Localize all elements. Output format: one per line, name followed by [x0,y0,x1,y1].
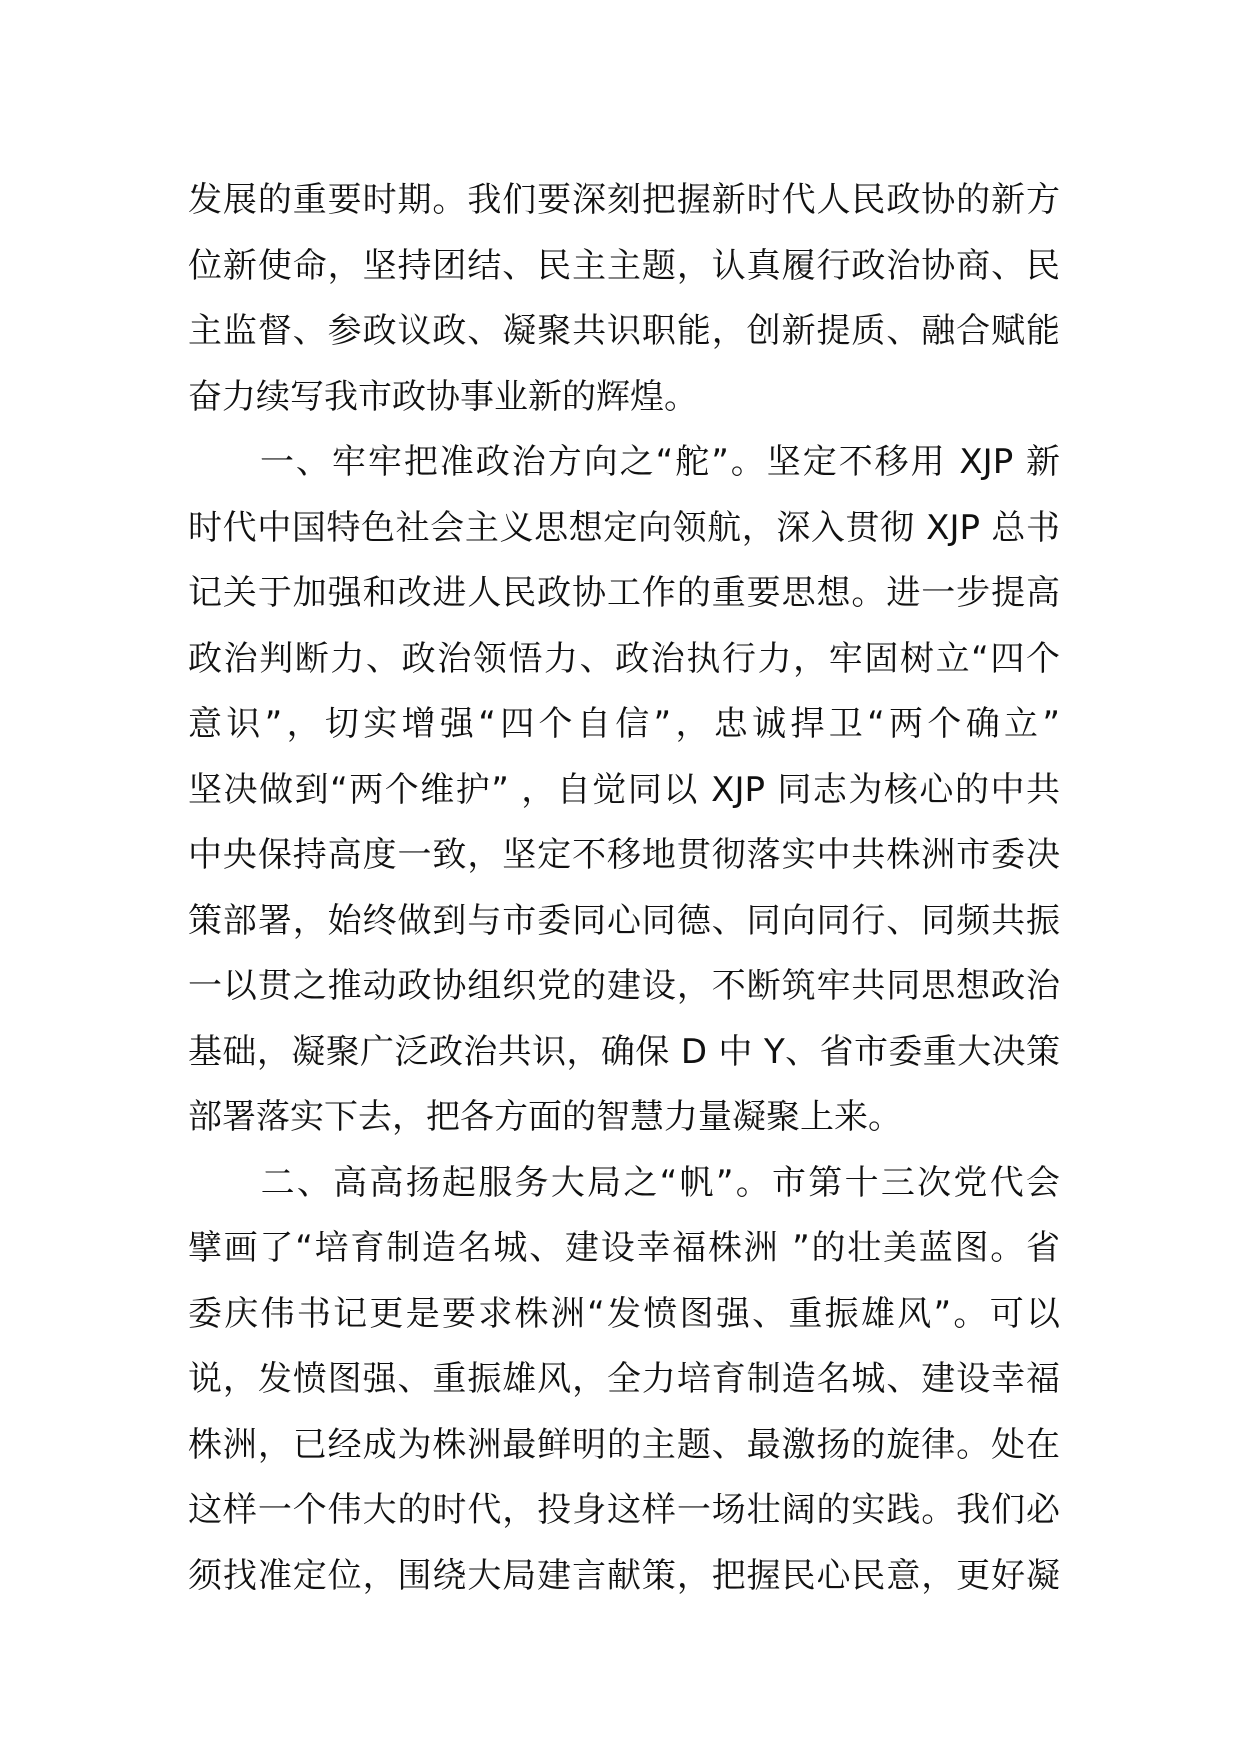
text-line: 一以贯之推动政协组织党的建设，不断筑牢共同思想政治 [188,966,1060,1006]
section-heading-line: 一、牢牢把准政治方向之“舵”。坚定不移用 XJP 新 [188,442,1060,482]
text-line: 主监督、参政议政、凝聚共识职能，创新提质、融合赋能 [188,311,1060,351]
document-body [188,168,1060,1609]
text-line: 奋力续写我市政协事业新的辉煌。 [188,376,698,417]
text-line: 这样一个伟大的时代，投身这样一场壮阔的实践。我们必 [188,1490,1060,1530]
text-line: 位新使命，坚持团结、民主主题，认真履行政治协商、民 [188,245,1060,286]
text-line: 部署落实下去，把各方面的智慧力量凝聚上来。 [188,1097,902,1137]
text-line: 时代中国特色社会主义思想定向领航，深入贯彻 XJP 总书 [188,507,1060,548]
text-line: 株洲，已经成为株洲最鲜明的主题、最激扬的旋律。处在 [188,1424,1060,1465]
text-line: 意识”，切实增强“四个自信”，忠诚捍卫“两个确立” [188,704,1060,744]
text-line: 发展的重要时期。我们要深刻把握新时代人民政协的新方 [188,180,1060,220]
text-line: 基础，凝聚广泛政治共识，确保 D 中 Y、省市委重大决策 [188,1031,1060,1072]
text-line: 中央保持高度一致，坚定不移地贯彻落实中共株洲市委决 [188,835,1060,875]
text-line: 策部署，始终做到与市委同心同德、同向同行、同频共振 [188,900,1060,941]
text-line: 委庆伟书记更是要求株洲“发愤图强、重振雄风”。可以 [188,1293,1060,1334]
section-heading-line: 二、高高扬起服务大局之“帆”。市第十三次党代会 [188,1162,1060,1203]
text-line: 政治判断力、政治领悟力、政治执行力，牢固树立“四个 [188,638,1060,679]
text-line: 记关于加强和改进人民政协工作的重要思想。进一步提高 [188,573,1060,613]
text-line: 须找准定位，围绕大局建言献策，把握民心民意，更好凝 [188,1555,1060,1596]
text-line: 说，发愤图强、重振雄风，全力培育制造名城、建设幸福 [188,1359,1060,1399]
text-line: 擘画了“培育制造名城、建设幸福株洲 ”的壮美蓝图。省 [188,1228,1060,1268]
text-line: 坚决做到“两个维护” ，自觉同以 XJP 同志为核心的中共 [188,769,1060,810]
